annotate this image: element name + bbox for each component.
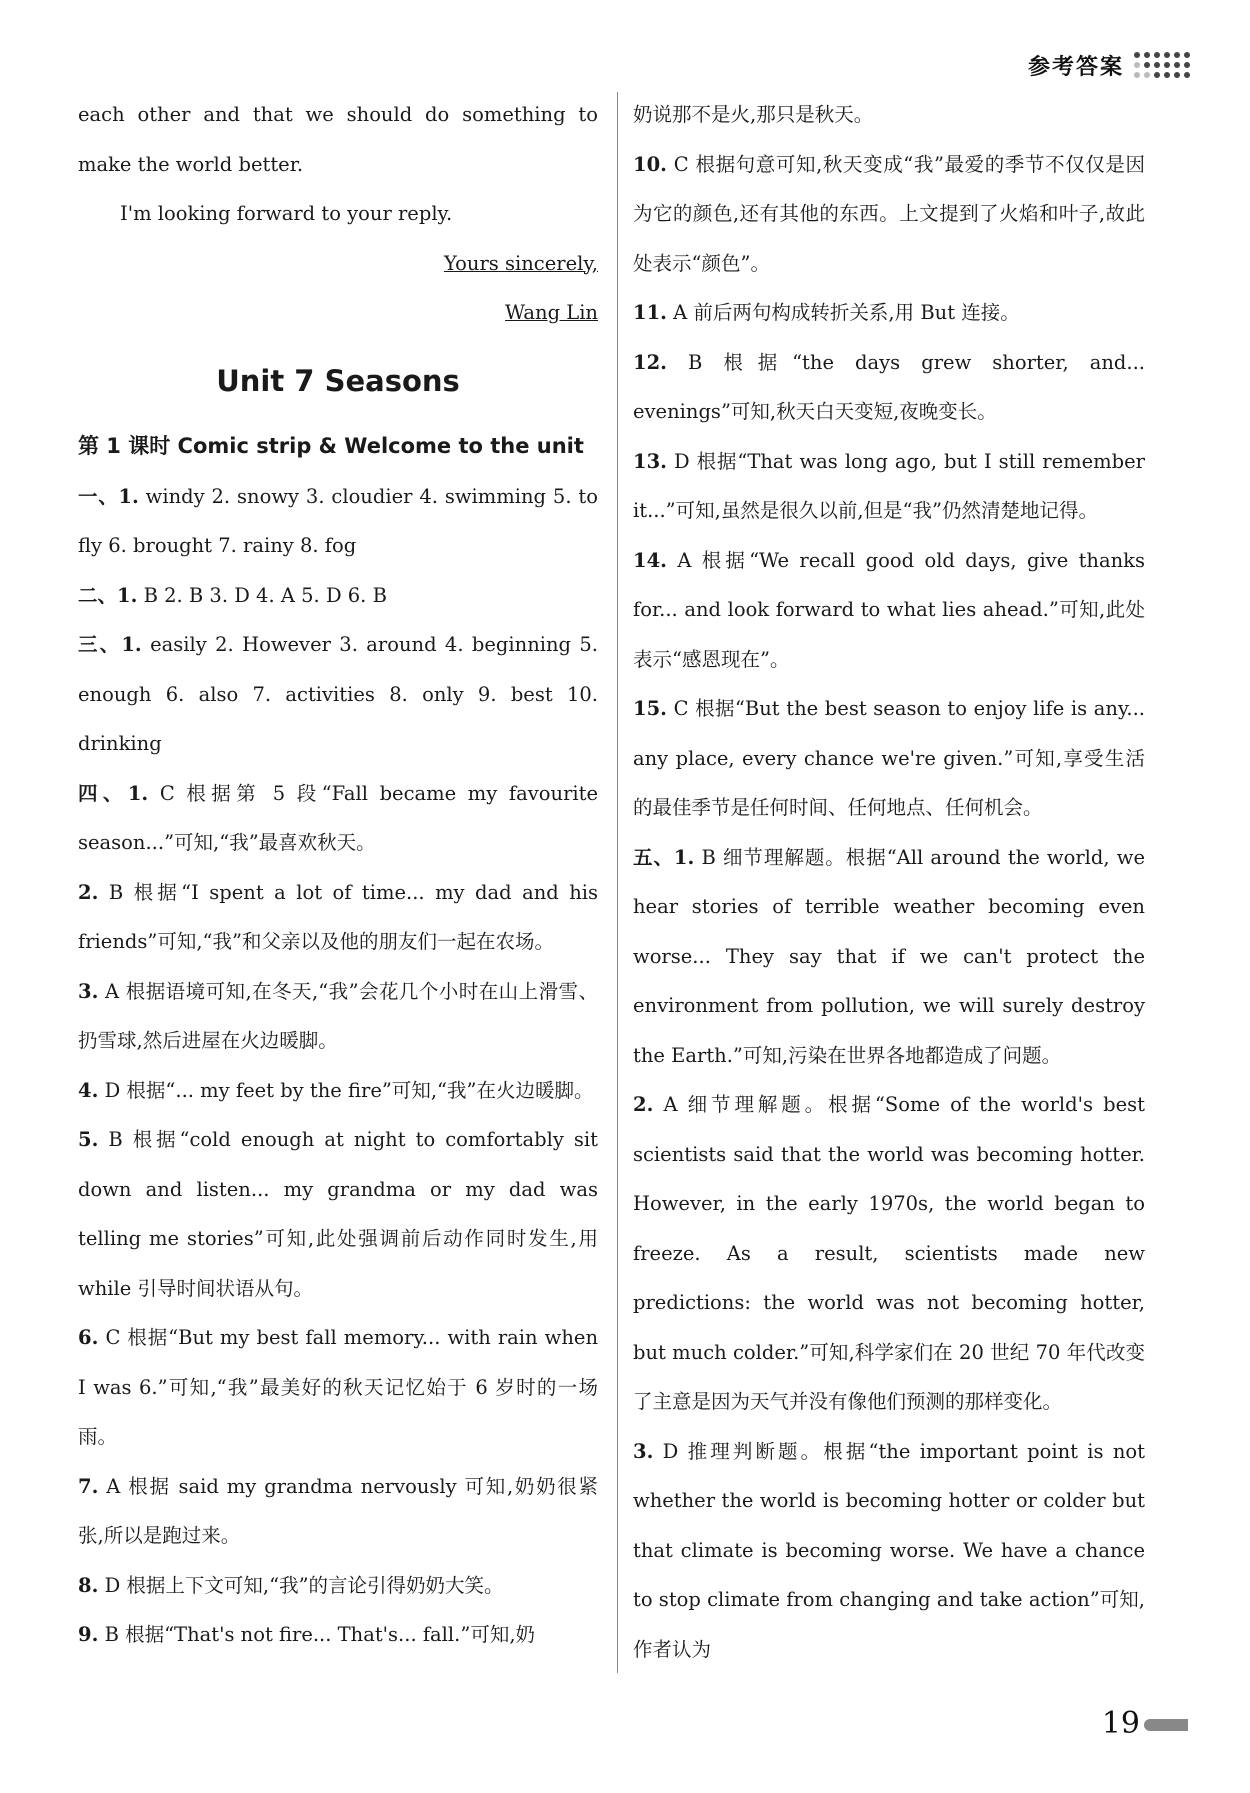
answer-text: C 根据句意可知,秋天变成“我”最爱的季节不仅仅是因为它的颜色,还有其他的东西。上文提到了火焰和叶子,故此处表示“颜色”。 [633,152,1145,275]
answer-item [633,140,1145,289]
answer-item [633,536,1145,685]
answer-text: B 根据“the days grew shorter, and... evenings”可知,秋天白天变短,夜晚变长。 [633,350,1145,423]
answer-item [633,288,1145,338]
answer-number: 五、1. [633,845,695,869]
answer-item [633,684,1145,833]
answer-text: B 根据“cold enough at night to comfortably sit down and listen... my grandma or my dad was telling me stories”可知,此处强调前后动作同时发生,用 while 引导时间状语从句。 [78,1128,598,1300]
answer-text: 奶说那不是火,那只是秋天。 [633,103,874,126]
answer-number: 11. [633,301,667,324]
page-number: 19 [1101,1706,1140,1741]
answer-number: 15. [633,697,667,720]
letter-closing: Yours sincerely, [444,251,598,275]
answer-text: A 根据语境可知,在冬天,“我”会花几个小时在山上滑雪、扔雪球,然后进屋在火边暖脚。 [78,979,598,1052]
letter-line: I'm looking forward to your reply. [120,202,453,225]
answer-text: C 根据“But the best season to enjoy life is any... any place, every chance we're given.”可知,享受生活的最佳季节是任何时间、任何地点、任何机会。 [633,697,1145,819]
answer-number: 2. [78,880,99,904]
answer-text: B 根据“I spent a lot of time... my dad and his friends”可知,“我”和父亲以及他的朋友们一起在农场。 [78,880,599,953]
answer-text: B 根据“That's not fire... That's... fall.”可知,奶 [104,1623,536,1646]
answer-text: windy 2. snowy 3. cloudier 4. swimming 5. to fly 6. brought 7. rainy 8. fog [78,484,598,557]
answer-item [633,437,1145,536]
lesson-title: 第 1 课时 Comic strip & Welcome to the unit [78,433,584,458]
answer-text: A 根据“We recall good old days, give thanks for... and look forward to what lies ahead.”可知,此处表示“感恩现在”。 [633,548,1146,671]
answer-text: A 根据 said my grandma nervously 可知,奶奶很紧张,所以是跑过来。 [78,1474,598,1547]
answer-text: B 2. B 3. D 4. A 5. D 6. B [143,583,387,607]
answer-number: 4. [78,1078,99,1102]
column-divider [617,92,618,1673]
answer-item [78,769,598,868]
answer-number: 四、1. [78,781,149,805]
answer-item [78,1066,598,1116]
answer-item [78,1313,598,1462]
answer-text: A 细节理解题。根据“Some of the world's best scientists said that the world was becoming hotter. However, in the early 1970s, the world began to freeze. As a result, scientists made new predictions: the world was not becoming hotter, but much colder.”可知,科学家们在 20 世纪 70 年代改变了主意是因为天气并没有像他们预测的那样变化。 [633,1093,1145,1413]
answer-number: 7. [78,1474,99,1498]
page-header [1028,40,1190,90]
answer-text: D 推理判断题。根据“the important point is not whether the world is becoming hotter or colder but that climate is becoming worse. We have a chance to stop climate from changing and take action”可知,作者认为 [633,1439,1145,1661]
answer-number: 3. [78,979,99,1003]
answer-item [78,1462,598,1561]
answer-text: C 根据第 5 段“Fall became my favourite season...”可知,“我”最喜欢秋天。 [78,781,599,854]
answer-text: C 根据“But my best fall memory... with rain when I was 6.”可知,“我”最美好的秋天记忆始于 6 岁时的一场雨。 [78,1326,598,1448]
right-column [633,90,1145,1674]
answer-item [633,833,1145,1081]
unit-title: Unit 7 Seasons [216,363,460,398]
answer-number: 10. [633,152,667,176]
answer-text: A 前后两句构成转折关系,用 But 连接。 [673,301,1020,324]
answer-number: 12. [633,350,667,374]
answer-text: D 根据上下文可知,“我”的言论引得奶奶大笑。 [104,1573,504,1597]
answer-item [633,90,1145,140]
answer-number: 3. [633,1439,654,1463]
answer-item [78,1561,598,1611]
answer-item [78,620,598,769]
answer-number: 8. [78,1573,99,1597]
decorative-dots-icon [1134,52,1190,78]
answer-number: 6. [78,1326,99,1349]
answer-text: D 根据“... my feet by the fire”可知,“我”在火边暖脚。 [104,1078,594,1102]
answer-item [633,338,1145,437]
answer-text: B 细节理解题。根据“All around the world, we hear stories of terrible weather becoming even worse... They say that if we can't protect the environment from pollution, we will surely destroy the Earth.”可知,污染在世界各地都造成了问题。 [633,845,1145,1067]
answer-item [78,868,598,967]
answer-number: 三、1. [78,633,142,656]
letter-line: each other and that we should do something to make the world better. [78,103,598,176]
right-answer-list [633,90,1145,1674]
answer-item [78,967,598,1066]
answer-text: D 根据“That was long ago, but I still remember it...”可知,虽然是很久以前,但是“我”仍然清楚地记得。 [633,449,1146,522]
letter-signature: Wang Lin [505,301,598,324]
left-column [78,90,598,1660]
answer-item [78,472,598,571]
answer-number: 14. [633,548,667,572]
answer-number: 5. [78,1128,99,1151]
answer-number: 13. [633,449,667,473]
answer-number: 一、1. [78,484,139,508]
answer-item [78,1115,598,1313]
page-tab-icon [1144,1719,1188,1731]
answer-number: 2. [633,1093,654,1116]
answer-text: easily 2. However 3. around 4. beginning 5. enough 6. also 7. activities 8. only 9. best 10. drinking [78,633,598,755]
answer-number: 二、1. [78,583,138,607]
answer-item [78,571,598,621]
left-answer-list [78,472,598,1660]
answer-item [633,1427,1145,1675]
header-title: 参考答案 [1027,54,1124,80]
answer-item [633,1080,1145,1427]
answer-item [78,1610,598,1660]
answer-number: 9. [78,1623,99,1646]
